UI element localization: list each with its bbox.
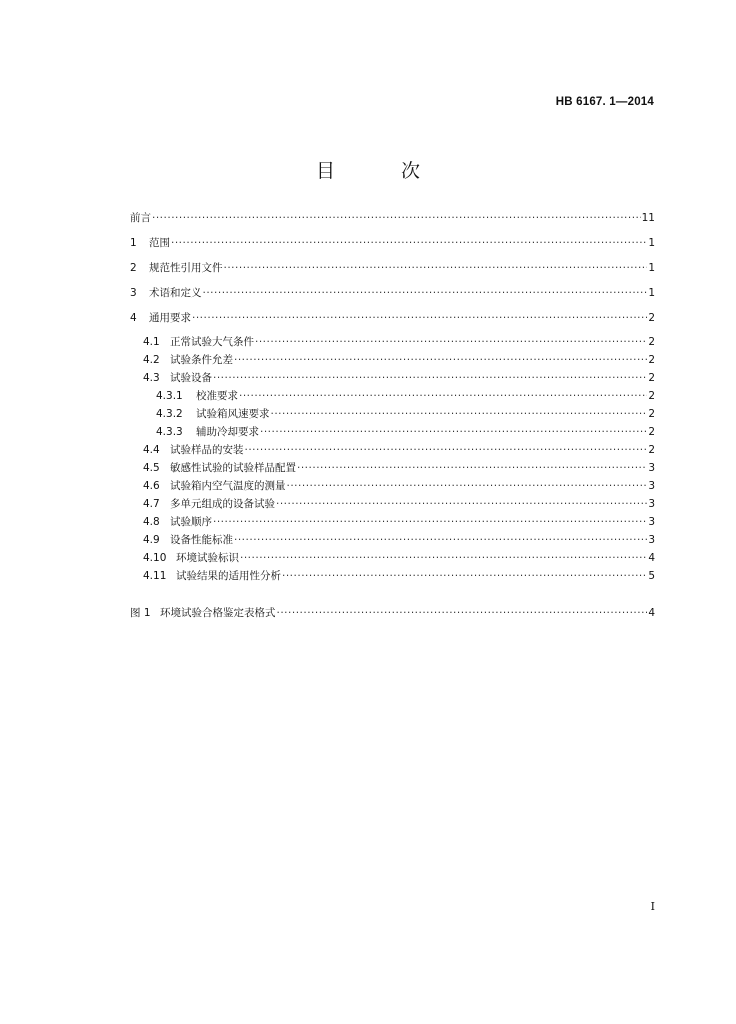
toc-entry-page: 2 <box>648 372 655 384</box>
toc-entry-4-5[interactable] <box>143 461 655 475</box>
toc-entry-number: 4.2 <box>143 354 160 366</box>
toc-entry-page: 2 <box>648 390 655 402</box>
toc-entry-4-10[interactable] <box>143 551 655 565</box>
toc-entry-number: 4.3.2 <box>156 408 183 420</box>
toc-leader-dots <box>203 286 648 300</box>
toc-leader-dots <box>287 479 648 493</box>
toc-entry-page: 3 <box>648 462 655 474</box>
toc-entry-page: 4 <box>648 607 655 619</box>
toc-leader-dots <box>245 443 648 457</box>
toc-entry-4-9[interactable] <box>143 533 655 547</box>
toc-leader-dots <box>239 389 647 403</box>
toc-entry-label: 前言 <box>130 212 151 224</box>
toc-entry-4-7[interactable] <box>143 497 655 511</box>
toc-entry-page: 1 <box>648 287 655 299</box>
toc-entry-number: 4.8 <box>143 516 160 528</box>
toc-entry-page: 2 <box>648 354 655 366</box>
toc-entry-page: 3 <box>648 516 655 528</box>
toc-entry-label: 试验样品的安装 <box>170 444 244 456</box>
toc-leader-dots <box>213 515 647 529</box>
toc-entry-label: 辅助冷却要求 <box>196 426 259 438</box>
page-number: I <box>650 900 655 913</box>
toc-entry-number: 2 <box>130 262 137 274</box>
toc-entry-4-4[interactable] <box>143 443 655 457</box>
toc-entry-page: 3 <box>648 534 655 546</box>
toc-entry-label: 术语和定义 <box>149 287 202 299</box>
toc-entry-label: 试验箱风速要求 <box>196 408 270 420</box>
toc-entry-number: 4.4 <box>143 444 160 456</box>
toc-entry-page: 2 <box>648 336 655 348</box>
toc-entry-label: 校准要求 <box>196 390 238 402</box>
toc-entry-3[interactable] <box>130 286 655 300</box>
toc-leader-dots <box>234 533 647 547</box>
toc-entry-4-3-3[interactable] <box>156 425 655 439</box>
toc-entry-page: 5 <box>648 570 655 582</box>
toc-leader-dots <box>271 407 648 421</box>
toc-leader-dots <box>213 371 647 385</box>
toc-entry-1[interactable] <box>130 236 655 250</box>
toc-leader-dots <box>282 569 647 583</box>
toc-entry-label: 试验箱内空气温度的测量 <box>170 480 286 492</box>
page-title: 目 次 <box>315 160 451 182</box>
toc-leader-dots <box>277 606 648 620</box>
toc-entry-number: 4.7 <box>143 498 160 510</box>
toc-entry-number: 4.3 <box>143 372 160 384</box>
toc-leader-dots <box>255 335 647 349</box>
toc-leader-dots <box>234 353 647 367</box>
toc-entry-number: 图 1 <box>130 607 151 619</box>
toc-entry-page: 1 <box>648 237 655 249</box>
toc-entry-4-2[interactable] <box>143 353 655 367</box>
toc-entry-label: 试验结果的适用性分析 <box>176 570 281 582</box>
toc-entry-number: 4.9 <box>143 534 160 546</box>
toc-entry-label: 多单元组成的设备试验 <box>170 498 275 510</box>
toc-entry-label: 设备性能标准 <box>170 534 233 546</box>
toc-entry-number: 4.3.1 <box>156 390 183 402</box>
toc-leader-dots <box>171 236 647 250</box>
toc-entry-label: 试验顺序 <box>170 516 212 528</box>
document-code: HB 6167. 1—2014 <box>555 96 654 108</box>
toc-entry-number: 4.11 <box>143 570 167 582</box>
toc-entry-number: 1 <box>130 237 137 249</box>
toc-leader-dots <box>276 497 647 511</box>
toc-leader-dots <box>192 311 647 325</box>
toc-entry-4-11[interactable] <box>143 569 655 583</box>
toc-entry-label: 通用要求 <box>149 312 191 324</box>
toc-entry-4-3-1[interactable] <box>156 389 655 403</box>
toc-entry-page: 2 <box>648 444 655 456</box>
toc-entry-page: 4 <box>648 552 655 564</box>
toc-leader-dots <box>260 425 647 439</box>
toc-entry-number: 4.5 <box>143 462 160 474</box>
toc-leader-dots <box>152 211 641 225</box>
toc-entry-page: 2 <box>648 312 655 324</box>
toc-entry-label: 正常试验大气条件 <box>170 336 254 348</box>
toc-entry-2[interactable] <box>130 261 655 275</box>
toc-entry-label: 试验设备 <box>170 372 212 384</box>
toc-entry-4-6[interactable] <box>143 479 655 493</box>
toc-leader-dots <box>224 261 648 275</box>
toc-entry-4-8[interactable] <box>143 515 655 529</box>
toc-entry-4[interactable] <box>130 311 655 325</box>
toc-entry-4-3-2[interactable] <box>156 407 655 421</box>
toc-entry-number: 4 <box>130 312 137 324</box>
toc-entry-number: 4.6 <box>143 480 160 492</box>
toc-entry-page: 3 <box>648 498 655 510</box>
toc-entry-page: 11 <box>641 212 655 224</box>
toc-entry-figure-1[interactable] <box>130 606 655 620</box>
toc-entry-foreword[interactable] <box>130 211 655 225</box>
toc-entry-label: 范围 <box>149 237 170 249</box>
toc-entry-label: 试验条件允差 <box>170 354 233 366</box>
toc-entry-label: 敏感性试验的试验样品配置 <box>170 462 296 474</box>
toc-entry-number: 4.10 <box>143 552 167 564</box>
toc-entry-label: 环境试验合格鉴定表格式 <box>160 607 276 619</box>
toc-leader-dots <box>297 461 647 475</box>
toc-entry-page: 3 <box>648 480 655 492</box>
toc-entry-4-1[interactable] <box>143 335 655 349</box>
toc-leader-dots <box>240 551 647 565</box>
toc-entry-number: 4.1 <box>143 336 160 348</box>
toc-entry-page: 1 <box>648 262 655 274</box>
toc-entry-label: 环境试验标识 <box>176 552 239 564</box>
toc-entry-number: 3 <box>130 287 137 299</box>
toc-entry-4-3[interactable] <box>143 371 655 385</box>
toc-entry-page: 2 <box>648 426 655 438</box>
toc-entry-page: 2 <box>648 408 655 420</box>
toc-entry-label: 规范性引用文件 <box>149 262 223 274</box>
toc-entry-number: 4.3.3 <box>156 426 183 438</box>
